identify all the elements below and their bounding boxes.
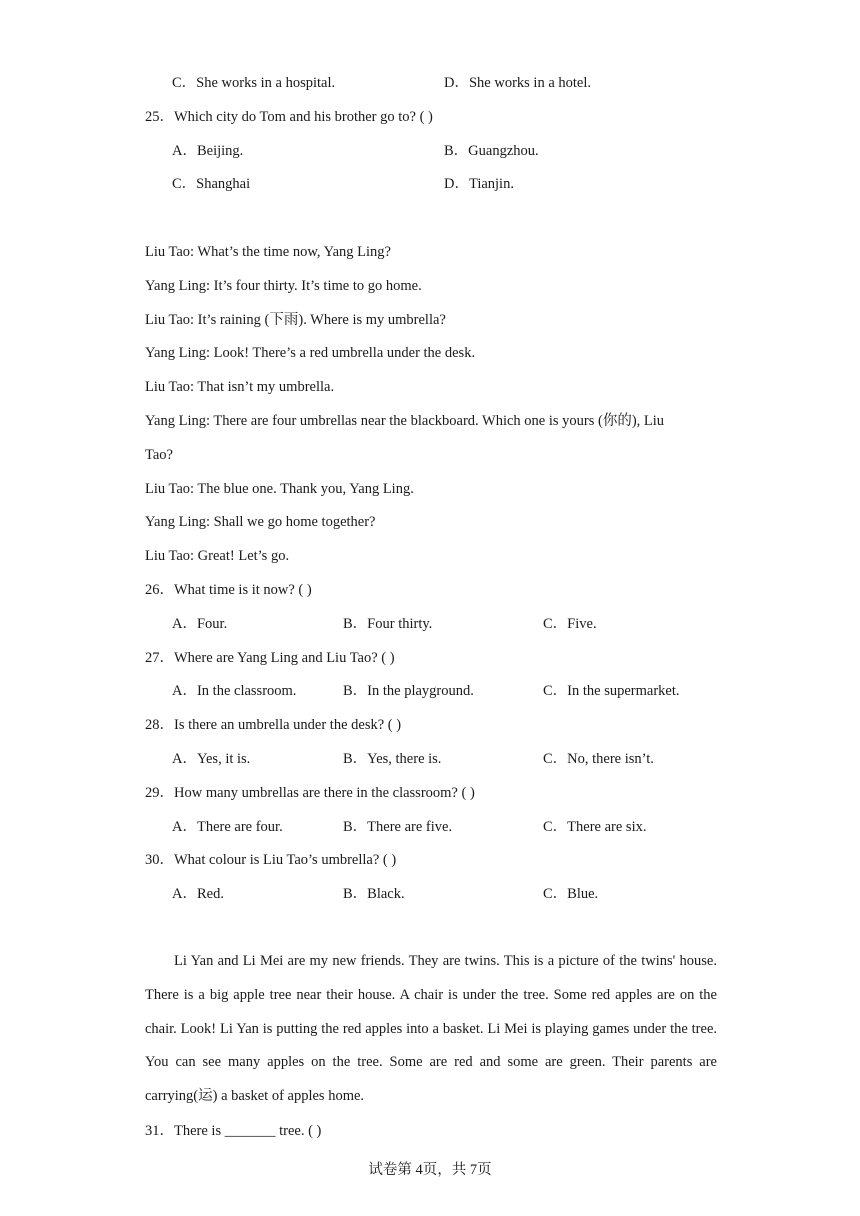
q26-option-b: B．Four thirty. (343, 616, 433, 632)
q25-option-b: B．Guangzhou. (444, 143, 539, 159)
q30-option-a: A．Red. (172, 886, 224, 902)
q28-option-a: A．Yes, it is. (172, 751, 251, 767)
q25-question: 25．Which city do Tom and his brother go to? ( ) (145, 109, 433, 125)
page-footer: 试卷第 4页，共 7页 (368, 1162, 492, 1178)
dialogue-line: Liu Tao: The blue one. Thank you, Yang Ling. (145, 481, 414, 497)
dialogue-line: Yang Ling: Look! There’s a red umbrella under the desk. (145, 345, 476, 361)
dialogue-line: Liu Tao: What’s the time now, Yang Ling? (145, 244, 391, 260)
q27-option-a: A．In the classroom. (172, 683, 297, 699)
dialogue-line: Yang Ling: Shall we go home together? (145, 514, 376, 530)
q31-question: 31．There is _______ tree. ( ) (145, 1123, 322, 1139)
q29-option-c: C．There are six. (543, 819, 647, 835)
q30-question: 30．What colour is Liu Tao’s umbrella? ( ) (145, 852, 397, 868)
dialogue-line: Liu Tao: That isn’t my umbrella. (145, 379, 335, 395)
q29-option-a: A．There are four. (172, 819, 283, 835)
q24-option-c: C．She works in a hospital. (172, 75, 336, 91)
q29-question: 29．How many umbrellas are there in the classroom? ( ) (145, 785, 475, 801)
q26-option-c: C．Five. (543, 616, 597, 632)
q28-question: 28．Is there an umbrella under the desk? ( ) (145, 717, 402, 733)
dialogue-line: Liu Tao: It’s raining (下雨). Where is my umbrella? (145, 312, 446, 328)
dialogue-line: Tao? (145, 447, 173, 463)
reading-passage: Li Yan and Li Mei are my new friends. They are twins. This is a picture of the twins' house. There is a big apple tree near their house. A chair is under the tree. Some red apples are on the chair. Look! Li Yan is putting the red apples into a basket. Li Mei is playing games under the tree. You can see many apples on the tree. Some are red and some are green. Their parents are carrying(运) a basket of apples home. (145, 953, 717, 1105)
q25-option-a: A．Beijing. (172, 143, 244, 159)
q27-option-c: C．In the supermarket. (543, 683, 680, 699)
q26-question: 26．What time is it now? ( ) (145, 582, 312, 598)
q25-option-d: D．Tianjin. (444, 176, 514, 192)
q26-option-a: A．Four. (172, 616, 228, 632)
q27-option-b: B．In the playground. (343, 683, 474, 699)
q27-question: 27．Where are Yang Ling and Liu Tao? ( ) (145, 650, 395, 666)
q29-option-b: B．There are five. (343, 819, 453, 835)
q30-option-c: C．Blue. (543, 886, 599, 902)
q25-option-c: C．Shanghai (172, 176, 251, 192)
q30-option-b: B．Black. (343, 886, 405, 902)
q24-option-d: D．She works in a hotel. (444, 75, 591, 91)
q28-option-c: C．No, there isn’t. (543, 751, 654, 767)
dialogue-line: Yang Ling: It’s four thirty. It’s time to go home. (145, 278, 422, 294)
q28-option-b: B．Yes, there is. (343, 751, 442, 767)
dialogue-line: Yang Ling: There are four umbrellas near the blackboard. Which one is yours (你的), Liu (145, 413, 665, 429)
dialogue-line: Liu Tao: Great! Let’s go. (145, 548, 290, 564)
